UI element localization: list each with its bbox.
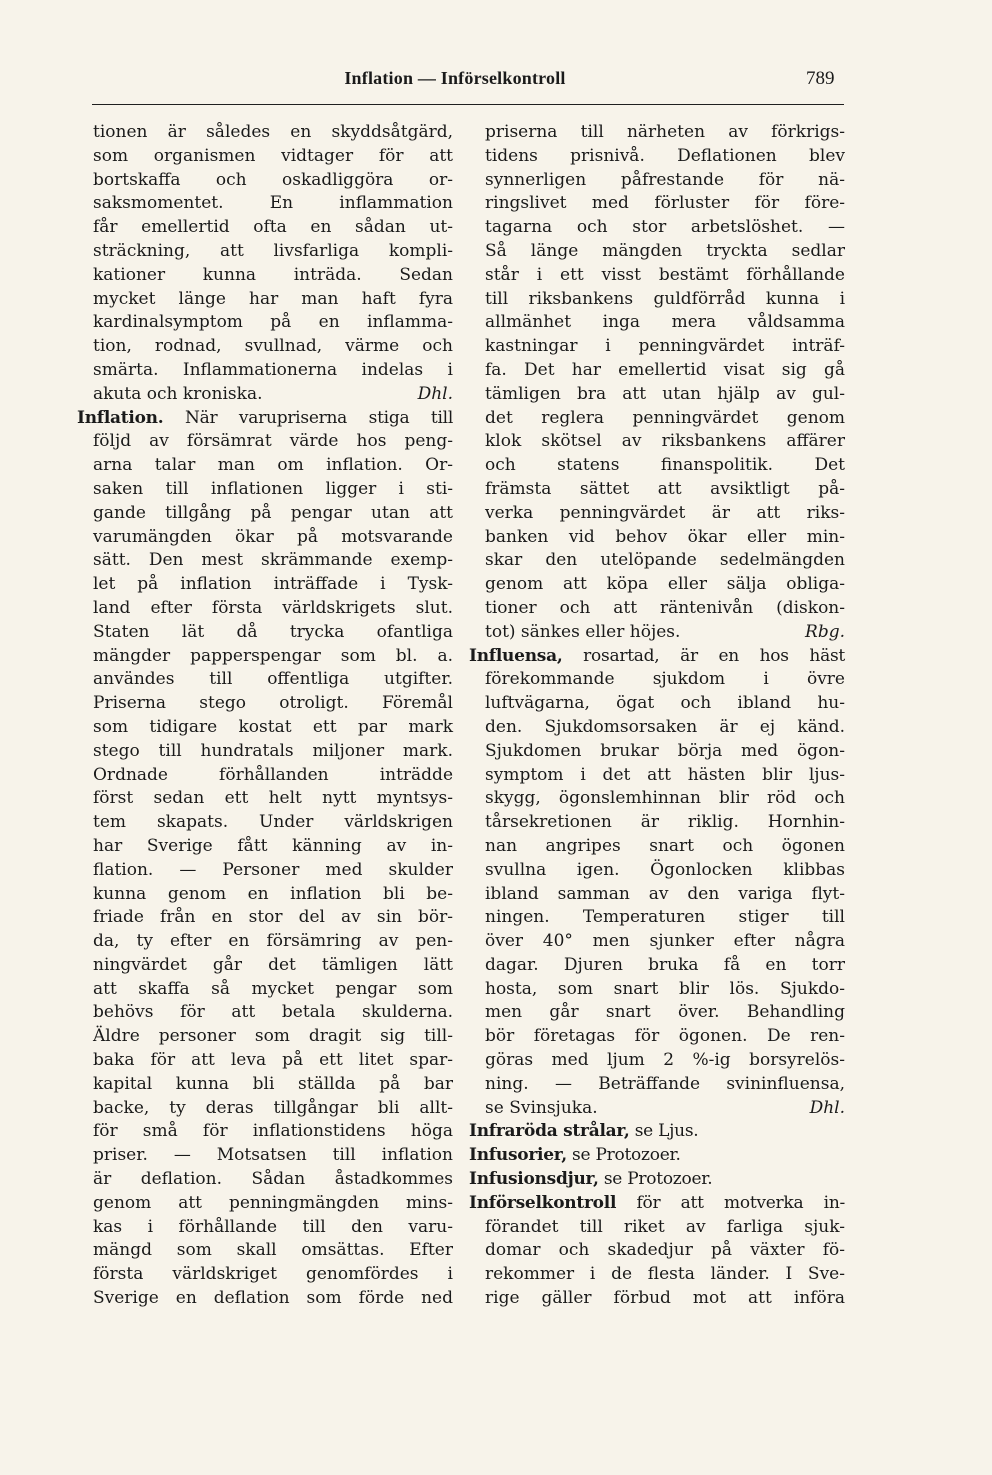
- line-text: sträckning, att livsfarliga kompli-: [93, 240, 453, 261]
- entry-term: Influensa,: [469, 645, 563, 666]
- text-line: [93, 383, 453, 407]
- text-line: [485, 692, 845, 716]
- text-line: [485, 192, 845, 216]
- line-text: tem skapats. Under världskrigen: [93, 812, 453, 833]
- entry-term: Infusorier,: [469, 1145, 567, 1166]
- text-line: [485, 740, 845, 764]
- line-text: priserna till närheten av förkrigs-: [485, 122, 845, 142]
- text-line: [485, 716, 845, 740]
- entry-term: Införselkontroll: [469, 1192, 617, 1213]
- text-line: [93, 1025, 453, 1049]
- author-signature: Dhl.: [809, 1097, 845, 1118]
- text-line: [485, 169, 845, 193]
- text-line: [485, 526, 845, 550]
- text-line: [93, 502, 453, 526]
- line-text: hosta, som snart blir lös. Sjukdo-: [485, 978, 845, 999]
- entry-term: Infraröda strålar,: [469, 1121, 630, 1142]
- line-text: se Protozoer.: [566, 1145, 681, 1166]
- text-line: [485, 335, 845, 359]
- line-text: tioner och att räntenivån (diskon-: [485, 597, 845, 618]
- line-text: se Svinsjuka.: [485, 1097, 598, 1118]
- line-text: let på inflation inträffade i Tysk-: [93, 574, 453, 595]
- text-line: [93, 1144, 453, 1168]
- text-line: [485, 621, 845, 645]
- line-text: nan angripes snart och ögonen: [485, 835, 845, 856]
- left-column: [77, 121, 453, 1311]
- text-line: [93, 359, 453, 383]
- text-line: [93, 740, 453, 764]
- text-line: [77, 407, 453, 431]
- line-text: mängder papperspengar som bl. a.: [93, 645, 453, 666]
- text-line: [93, 597, 453, 621]
- line-text: för små för inflationstidens höga: [93, 1121, 453, 1142]
- text-line: [93, 240, 453, 264]
- page-number: 789: [806, 68, 835, 89]
- text-line: [93, 288, 453, 312]
- line-text: smärta. Inflammationerna indelas i: [93, 359, 453, 380]
- line-text: kas i förhållande till den varu-: [93, 1216, 453, 1237]
- text-line: [485, 502, 845, 526]
- text-line: [93, 668, 453, 692]
- text-line: [93, 978, 453, 1002]
- line-text: kardinalsymptom på en inflamma-: [93, 312, 453, 333]
- text-line: [485, 764, 845, 788]
- line-text: genom att penningmängden mins-: [93, 1192, 453, 1213]
- text-line: [485, 1239, 845, 1263]
- text-line: [485, 954, 845, 978]
- line-text: bör företagas för ögonen. De ren-: [485, 1026, 845, 1047]
- line-text: ringslivet med förluster för före-: [485, 193, 845, 214]
- text-line: [93, 478, 453, 502]
- text-line: [93, 692, 453, 716]
- text-line: [485, 288, 845, 312]
- text-line: [93, 1097, 453, 1121]
- text-line: [485, 859, 845, 883]
- line-text: förekommande sjukdom i övre: [485, 669, 845, 690]
- line-text: ibland samman av den variga flyt-: [485, 883, 845, 904]
- text-line: [93, 549, 453, 573]
- text-line: [93, 1120, 453, 1144]
- text-line: [469, 1192, 845, 1216]
- text-line: [93, 859, 453, 883]
- line-text: användes till offentliga utgifter.: [93, 669, 453, 690]
- text-line: [93, 1216, 453, 1240]
- text-line: [93, 1001, 453, 1025]
- line-text: och statens finanspolitik. Det: [485, 455, 845, 476]
- line-text: tårsekretionen är riklig. Hornhin-: [485, 812, 845, 833]
- line-text: varumängden ökar på motsvarande: [93, 526, 453, 547]
- line-text: gande tillgång på pengar utan att: [93, 502, 453, 523]
- text-line: [93, 621, 453, 645]
- line-text: ning. — Beträffande svininfluensa,: [485, 1073, 845, 1094]
- text-line: [485, 407, 845, 431]
- line-text: ningen. Temperaturen stiger till: [485, 907, 845, 928]
- line-text: följd av försämrat värde hos peng-: [93, 431, 453, 452]
- line-text: friade från en stor del av sin bör-: [93, 907, 453, 928]
- text-line: [93, 787, 453, 811]
- line-text: skar den utelöpande sedelmängden: [485, 550, 845, 571]
- text-line: [93, 930, 453, 954]
- line-text: har Sverige fått känning av in-: [93, 835, 453, 856]
- line-text: symptom i det att hästen blir ljus-: [485, 764, 845, 785]
- line-text: priser. — Motsatsen till inflation: [93, 1145, 453, 1166]
- line-text: baka för att leva på ett litet spar-: [93, 1050, 453, 1071]
- text-line: [93, 1263, 453, 1287]
- text-line: [93, 716, 453, 740]
- line-text: för att motverka in-: [616, 1192, 845, 1213]
- text-line: [93, 169, 453, 193]
- text-line: [485, 906, 845, 930]
- text-line: [485, 1001, 845, 1025]
- line-text: kunna genom en inflation bli be-: [93, 883, 453, 904]
- line-text: första världskriget genomfördes i: [93, 1264, 453, 1285]
- line-text: Så länge mängden tryckta sedlar: [485, 240, 845, 261]
- text-line: [469, 1120, 845, 1144]
- text-line: [93, 811, 453, 835]
- line-text: land efter första världskrigets slut.: [93, 597, 453, 618]
- line-text: svullna igen. Ögonlocken klibbas: [485, 859, 845, 880]
- line-text: arna talar man om inflation. Or-: [93, 455, 453, 476]
- line-text: över 40° men sjunker efter några: [485, 931, 845, 952]
- text-line: [485, 430, 845, 454]
- line-text: står i ett visst bestämt förhållande: [485, 264, 845, 285]
- text-line: [485, 787, 845, 811]
- text-line: [93, 216, 453, 240]
- line-text: klok skötsel av riksbankens affärer: [485, 431, 845, 452]
- text-line: [485, 811, 845, 835]
- text-line: [93, 311, 453, 335]
- text-line: [93, 121, 453, 145]
- text-line: [93, 430, 453, 454]
- text-line: [485, 930, 845, 954]
- text-line: [93, 1168, 453, 1192]
- line-text: fa. Det har emellertid visat sig gå: [485, 359, 845, 380]
- line-text: Priserna stego otroligt. Föremål: [93, 693, 453, 714]
- line-text: till riksbankens guldförråd kunna i: [485, 288, 845, 309]
- text-line: [93, 145, 453, 169]
- text-line: [485, 240, 845, 264]
- line-text: mycket länge har man haft fyra: [93, 288, 453, 309]
- line-text: backe, ty deras tillgångar bli allt-: [93, 1097, 453, 1118]
- line-text: Staten lät då trycka ofantliga: [93, 621, 453, 642]
- text-line: [93, 1049, 453, 1073]
- line-text: skygg, ögonslemhinnan blir röd och: [485, 788, 845, 809]
- line-text: bortskaffa och oskadliggöra or-: [93, 169, 453, 190]
- line-text: mängd som skall omsättas. Efter: [93, 1240, 453, 1261]
- line-text: göras med ljum 2 %-ig borsyrelös-: [485, 1050, 845, 1071]
- text-line: [485, 383, 845, 407]
- line-text: sätt. Den mest skrämmande exemp-: [93, 550, 453, 571]
- line-text: tagarna och stor arbetslöshet. —: [485, 217, 845, 238]
- text-line: [93, 645, 453, 669]
- text-line: [485, 145, 845, 169]
- text-line: [93, 1239, 453, 1263]
- line-text: den. Sjukdomsorsaken är ej känd.: [485, 716, 845, 737]
- text-line: [485, 1097, 845, 1121]
- line-text: förandet till riket av farliga sjuk-: [485, 1216, 845, 1237]
- line-text: allmänhet inga mera våldsamma: [485, 312, 845, 333]
- line-text: banken vid behov ökar eller min-: [485, 526, 845, 547]
- text-line: [485, 311, 845, 335]
- text-line: [485, 1216, 845, 1240]
- line-text: rosartad, är en hos häst: [562, 645, 845, 666]
- line-text: Sjukdomen brukar börja med ögon-: [485, 740, 845, 761]
- line-text: kationer kunna inträda. Sedan: [93, 264, 453, 285]
- line-text: kapital kunna bli ställda på bar: [93, 1073, 453, 1094]
- line-text: da, ty efter en försämring av pen-: [93, 931, 453, 952]
- text-line: [93, 264, 453, 288]
- line-text: domar och skadedjur på växter fö-: [485, 1240, 845, 1261]
- line-text: flation. — Personer med skulder: [93, 859, 453, 880]
- line-text: genom att köpa eller sälja obliga-: [485, 574, 845, 595]
- text-line: [485, 1073, 845, 1097]
- author-signature: Rbg.: [805, 621, 845, 642]
- line-text: tionen är således en skyddsåtgärd,: [93, 122, 453, 142]
- text-line: [485, 216, 845, 240]
- text-line: [485, 573, 845, 597]
- text-line: [93, 454, 453, 478]
- text-line: [93, 526, 453, 550]
- text-line: [485, 121, 845, 145]
- text-line: [485, 668, 845, 692]
- line-text: kastningar i penningvärdet inträf-: [485, 336, 845, 357]
- line-text: behövs för att betala skulderna.: [93, 1002, 453, 1023]
- text-line: [485, 835, 845, 859]
- text-line: [93, 573, 453, 597]
- line-text: först sedan ett helt nytt myntsys-: [93, 788, 453, 809]
- line-text: är deflation. Sådan åstadkommes: [93, 1169, 453, 1190]
- line-text: tidens prisnivå. Deflationen blev: [485, 145, 845, 166]
- line-text: rige gäller förbud mot att införa: [485, 1288, 845, 1309]
- text-line: [485, 597, 845, 621]
- header-rule: [92, 104, 844, 105]
- text-line: [93, 954, 453, 978]
- text-line: [93, 192, 453, 216]
- line-text: luftvägarna, ögat och ibland hu-: [485, 693, 845, 714]
- line-text: som organismen vidtager för att: [93, 145, 453, 166]
- text-line: [485, 264, 845, 288]
- line-text: tot) sänkes eller höjes.: [485, 621, 681, 642]
- text-line: [485, 1287, 845, 1311]
- line-text: Ordnade förhållanden inträdde: [93, 764, 453, 785]
- line-text: ningvärdet går det tämligen lätt: [93, 954, 453, 975]
- line-text: se Ljus.: [629, 1121, 699, 1142]
- text-line: [93, 1287, 453, 1311]
- entry-term: Inflation.: [77, 407, 164, 428]
- line-text: Sverige en deflation som förde ned: [93, 1288, 453, 1309]
- text-line: [485, 454, 845, 478]
- line-text: att skaffa så mycket pengar som: [93, 978, 453, 999]
- text-line: [469, 645, 845, 669]
- text-line: [93, 835, 453, 859]
- text-line: [485, 478, 845, 502]
- text-line: [485, 1049, 845, 1073]
- line-text: det reglera penningvärdet genom: [485, 407, 845, 428]
- text-line: [485, 359, 845, 383]
- text-line: [93, 335, 453, 359]
- author-signature: Dhl.: [417, 383, 453, 404]
- line-text: dagar. Djuren bruka få en torr: [485, 954, 845, 975]
- running-head: [0, 68, 992, 98]
- text-line: [485, 1263, 845, 1287]
- line-text: tion, rodnad, svullnad, värme och: [93, 336, 453, 357]
- text-line: [93, 764, 453, 788]
- text-line: [93, 883, 453, 907]
- line-text: men går snart över. Behandling: [485, 1002, 845, 1023]
- line-text: Äldre personer som dragit sig till-: [93, 1026, 453, 1047]
- line-text: saksmomentet. En inflammation: [93, 193, 453, 214]
- text-line: [485, 549, 845, 573]
- line-text: saken till inflationen ligger i sti-: [93, 478, 453, 499]
- running-head-title: Inflation — Införselkontroll: [344, 68, 566, 88]
- line-text: rekommer i de flesta länder. I Sve-: [485, 1264, 845, 1285]
- line-text: främsta sättet att avsiktligt på-: [485, 478, 845, 499]
- text-line: [485, 978, 845, 1002]
- line-text: se Protozoer.: [598, 1169, 713, 1190]
- line-text: verka penningvärdet är att riks-: [485, 502, 845, 523]
- text-line: [469, 1168, 845, 1192]
- right-column: [469, 121, 845, 1311]
- text-line: [485, 1025, 845, 1049]
- line-text: tämligen bra att utan hjälp av gul-: [485, 383, 845, 404]
- line-text: får emellertid ofta en sådan ut-: [93, 217, 453, 238]
- line-text: akuta och kroniska.: [93, 383, 263, 404]
- line-text: stego till hundratals miljoner mark.: [93, 740, 453, 761]
- line-text: När varupriserna stiga till: [163, 407, 453, 428]
- text-line: [93, 906, 453, 930]
- line-text: som tidigare kostat ett par mark: [93, 716, 453, 737]
- text-line: [469, 1144, 845, 1168]
- text-line: [485, 883, 845, 907]
- text-line: [93, 1192, 453, 1216]
- entry-term: Infusionsdjur,: [469, 1169, 599, 1190]
- text-line: [93, 1073, 453, 1097]
- line-text: synnerligen påfrestande för nä-: [485, 169, 845, 190]
